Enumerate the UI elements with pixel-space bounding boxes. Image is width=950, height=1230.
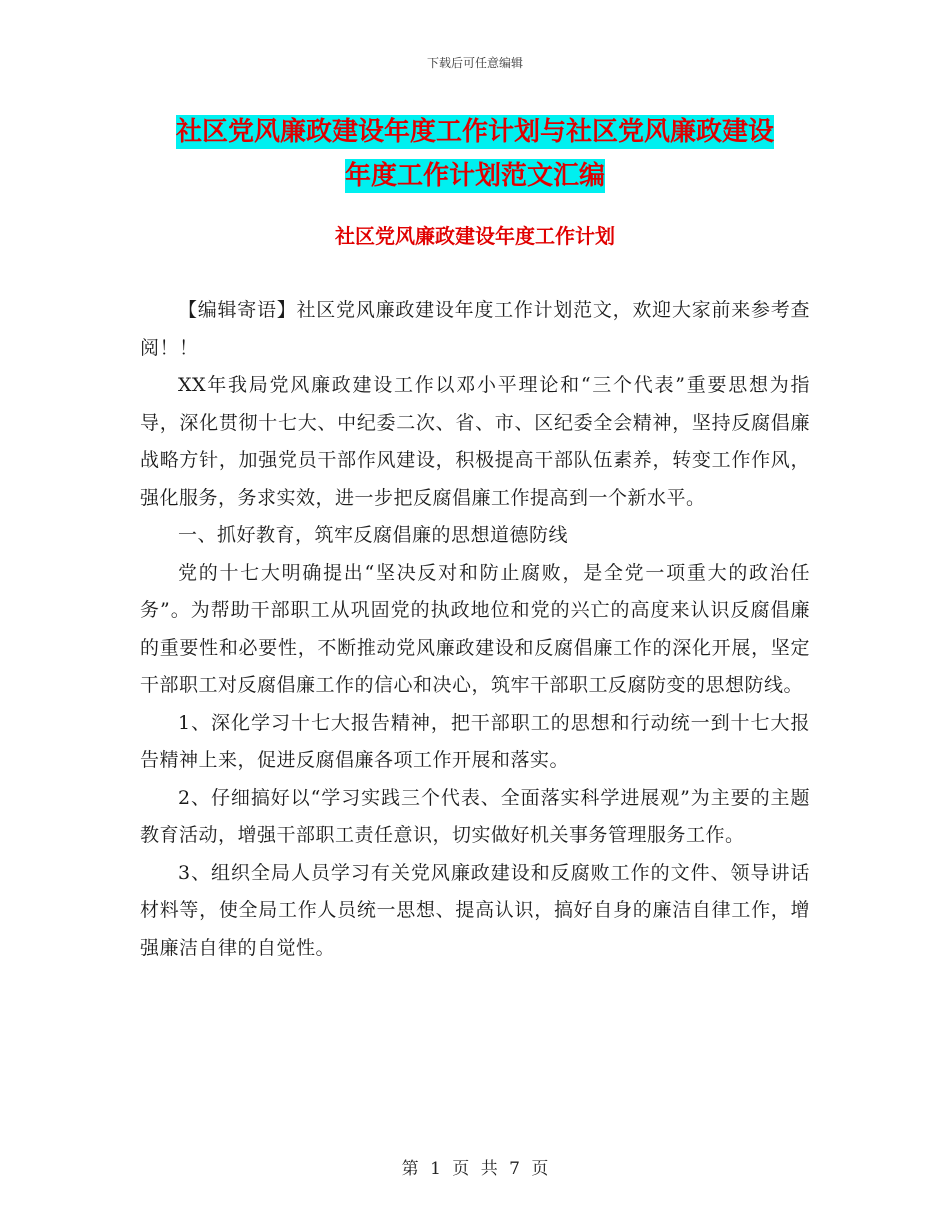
paragraph-section-1: 党的十七大明确提出“坚决反对和防止腐败，是全党一项重大的政治任务”。为帮助干部职工从巩固党的执政地位和党的兴亡的高度来认识反腐倡廉的重要性和必要性，不断推动党风廉政建设和反腐倡廉工作的深化开展，坚定干部职工对反腐倡廉工作的信心和决心，筑牢干部职工反腐防变的思想防线。 — [140, 561, 810, 696]
page-number-footer: 第 1 页 共 7 页 — [401, 1159, 549, 1179]
paragraph-intro: XX年我局党风廉政建设工作以邓小平理论和“三个代表”重要思想为指导，深化贯彻十七大、中纪委二次、省、市、区纪委全会精神，坚持反腐倡廉战略方针，加强党员干部作风建设，积极提高干部队伍素养，转变工作作风，强化服务，务求实效，进一步把反腐倡廉工作提高到一个新水平。 — [140, 374, 810, 509]
paragraph-item-3: 3、组织全局人员学习有关党风廉政建设和反腐败工作的文件、领导讲话材料等，使全局工作人员统一思想、提高认识，搞好自身的廉洁自律工作，增强廉洁自律的自觉性。 — [140, 861, 810, 959]
paragraph-item-1: 1、深化学习十七大报告精神，把干部职工的思想和行动统一到十七大报告精神上来，促进反腐倡廉各项工作开展和落实。 — [140, 711, 810, 771]
title-line-1: 社区党风廉政建设年度工作计划与社区党风廉政建设 — [175, 117, 774, 147]
paragraph-editor-note: 【编辑寄语】社区党风廉政建设年度工作计划范文，欢迎大家前来参考查阅！！ — [140, 299, 810, 359]
document-title — [140, 110, 810, 198]
document-body — [140, 292, 810, 967]
heading-section-1: 一、抓好教育，筑牢反腐倡廉的思想道德防线 — [178, 524, 569, 546]
paragraph-item-2: 2、仔细搞好以“学习实践三个代表、全面落实科学进展观”为主要的主题教育活动，增强干部职工责任意识，切实做好机关事务管理服务工作。 — [140, 786, 810, 846]
section-title: 社区党风廉政建设年度工作计划 — [335, 224, 615, 248]
title-line-2: 年度工作计划范文汇编 — [344, 161, 605, 191]
page-header-note: 下载后可任意编辑 — [426, 56, 523, 70]
